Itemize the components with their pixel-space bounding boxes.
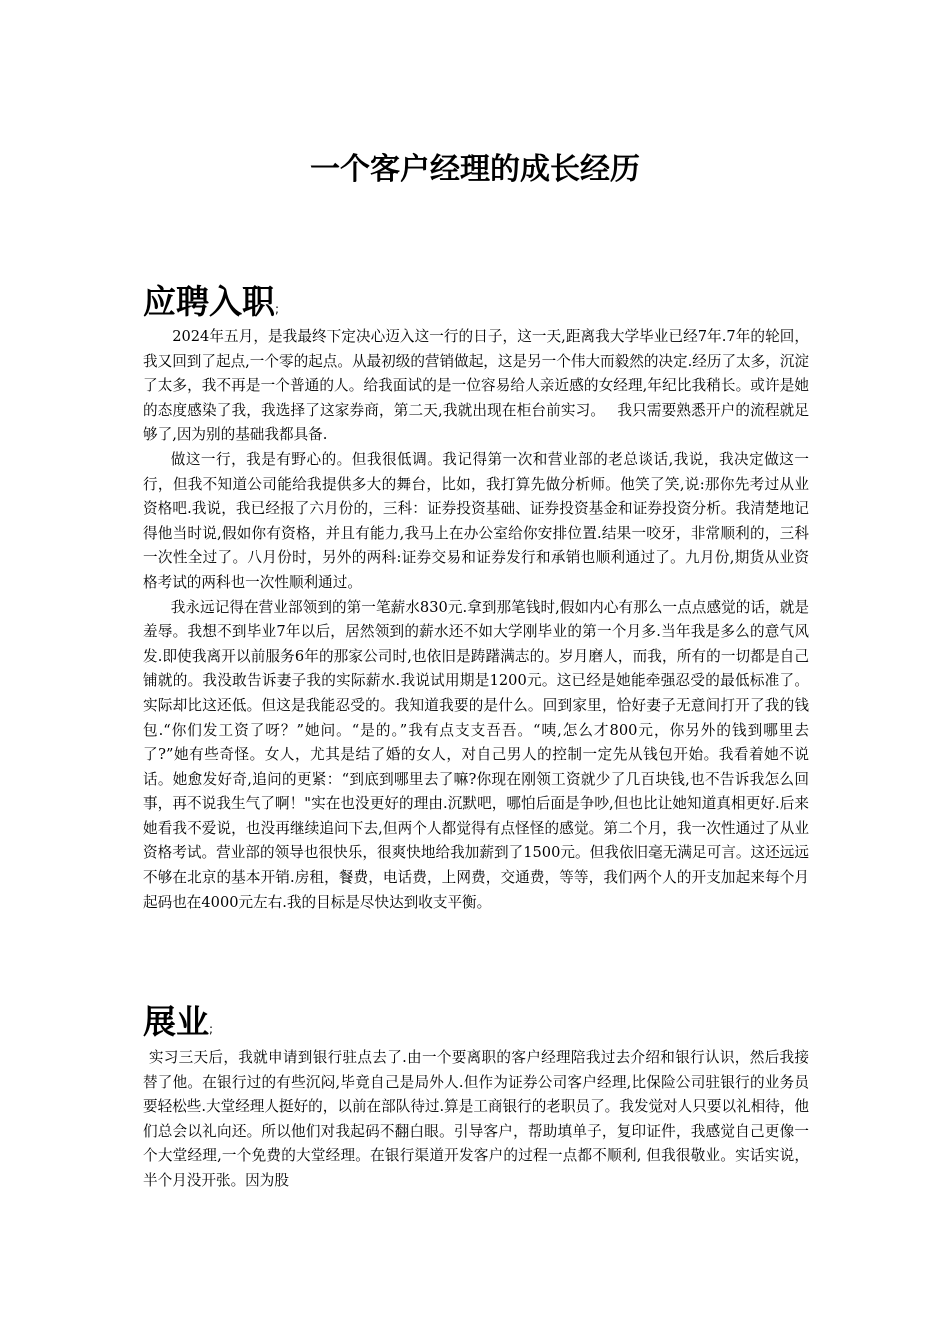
paragraph: 实习三天后，我就申请到银行驻点去了.由一个要离职的客户经理陪我过去介绍和银行认识，然后我接替了他。在银行过的有些沉闷,毕竟自己是局外人.但作为证券公司客户经理,比保险公司驻银行的业务员要轻松些.大堂经理人挺好的，以前在部队待过.算是工商银行的老职员了。我发觉对人只要以礼相待，他们总会以礼向还。所以他们对我起码不翻白眼。引导客户，帮助填单子，复印证件，我感觉自己更像一个大堂经理,一个免费的大堂经理。在银行渠道开发客户的过程一点都不顺利, 但我很敬业。实话实说，半个月没开张。因为股 <box>143 1049 810 1189</box>
section-heading-text: 展业 <box>143 1002 209 1041</box>
section-heading-text: 应聘入职 <box>143 282 275 321</box>
paragraph: 做这一行，我是有野心的。但我很低调。我记得第一次和营业部的老总谈话,我说，我决定做这一行，但我不知道公司能给我提供多大的舞台，比如，我打算先做分析师。他笑了笑,说:那你先考过从业资格吧.我说，我已经报了六月份的，三科：证券投资基础、证券投资基金和证券投资分析。我清楚地记得他当时说,假如你有资格，并且有能力,我马上在办公室给你安排位置.结果一咬牙，非常顺利的，三科一次性全过了。八月份时，另外的两科:证券交易和证券发行和承销也顺利通过了。九月份,期货从业资格考试的两科也一次性顺利通过。 <box>143 450 809 591</box>
section-heading-business-development <box>143 1000 213 1051</box>
section-heading-recruitment <box>143 280 279 331</box>
section-heading-mark: ; <box>209 1022 214 1036</box>
section-body-business-development <box>143 1046 809 1194</box>
document-title: 一个客户经理的成长经历 <box>310 152 640 187</box>
section-heading-mark: ; <box>275 302 280 316</box>
paragraph: 我永远记得在营业部领到的第一笔薪水830元.拿到那笔钱时,假如内心有那么一点点感觉的话，就是羞辱。我想不到毕业7年以后，居然领到的薪水还不如大学刚毕业的第一个月多.当年我是多么的意气风发.即使我离开以前服务6年的那家公司时,也依旧是踌躇满志的。岁月磨人，而我，所有的一切都是自己铺就的。我没敢告诉妻子我的实际薪水.我说试用期是1200元。这已经是她能牵强忍受的最低标准了。实际却比这还低。但这是我能忍受的。我知道我要的是什么。回到家里，恰好妻子无意间打开了我的钱包.“你们发工资了呀？”她问。“是的。”我有点支支吾吾。“咦,怎么才800元，你另外的钱到哪里去了?”她有些奇怪。女人，尤其是结了婚的女人，对自己男人的控制一定先从钱包开始。我看着她不说话。她愈发好奇,追问的更紧：“到底到哪里去了嘛?你现在刚领工资就少了几百块钱,也不告诉我怎么回事，再不说我生气了啊！"实在也没更好的理由.沉默吧，哪怕后面是争吵,但也比让她知道真相更好.后来她看我不爱说，也没再继续追问下去,但两个人都觉得有点怪怪的感觉。第二个月，我一次性通过了从业资格考试。营业部的领导也很快乐，很爽快地给我加薪到了1500元。但我依旧毫无满足可言。这还远远不够在北京的基本开销.房租，餐费，电话费，上网费，交通费，等等，我们两个人的开支加起来每个月起码也在4000元左右.我的目标是尽快达到收支平衡。 <box>143 598 809 911</box>
section-body-recruitment <box>143 325 809 915</box>
paragraph: 2024年五月，是我最终下定决心迈入这一行的日子，这一天,距离我大学毕业已经7年.7年的轮回，我又回到了起点,一个零的起点。从最初级的营销做起，这是另一个伟大而毅然的决定.经历了太多，沉淀了太多，我不再是一个普通的人。给我面试的是一位容易给人亲近感的女经理,年纪比我稍长。或许是她的态度感染了我，我选择了这家券商，第二天,我就出现在柜台前实习。 我只需要熟悉开户的流程就足够了,因为别的基础我都具备. <box>143 328 810 444</box>
